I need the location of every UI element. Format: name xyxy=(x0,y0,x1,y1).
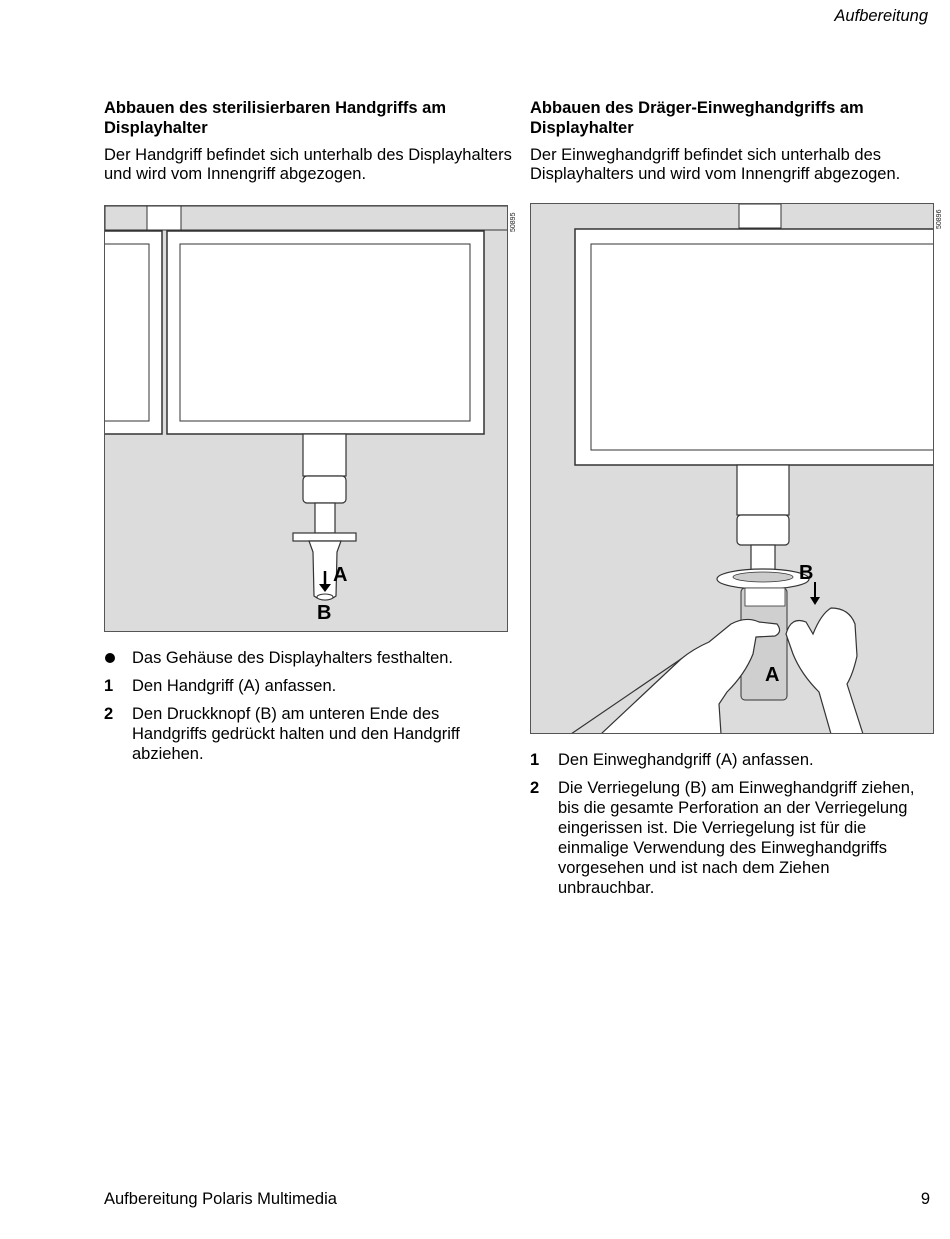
left-column xyxy=(104,98,514,184)
page-number: 9 xyxy=(920,1190,930,1208)
right-column xyxy=(530,98,940,184)
figure-id: 50895 xyxy=(510,212,517,232)
step-text: Die Verriegelung (B) am Einweghandgriff ziehen, bis die gesamte Perforation an der Verriegelung eingerissen ist. Die Verriegelung ist für die einmalige Verwendung des Einweghandgriffs vorgesehen und ist nach dem Ziehen unbrauchbar. xyxy=(558,779,915,897)
list-item xyxy=(104,704,504,764)
bullet-icon xyxy=(105,653,115,663)
step-text: Den Einweghandgriff (A) anfassen. xyxy=(558,751,814,769)
list-item xyxy=(104,648,504,668)
right-step-list xyxy=(530,750,930,906)
list-item xyxy=(530,750,930,770)
step-number: 2 xyxy=(104,705,114,723)
display-holder-illustration xyxy=(105,206,508,632)
right-heading: Abbauen des Dräger-Einweghandgriffs am Displayhalter xyxy=(530,99,864,137)
figure-id: 50896 xyxy=(936,209,943,229)
right-intro: Der Einweghandgriff befindet sich unterhalb des Displayhalters und wird vom Innengriff abgezogen. xyxy=(530,146,901,183)
step-text: Den Druckknopf (B) am unteren Ende des Handgriffs gedrückt halten und den Handgriff abziehen. xyxy=(132,705,460,763)
figure-sterilizable-handle xyxy=(104,205,508,632)
callout-b: B xyxy=(799,562,814,584)
list-item xyxy=(530,778,930,898)
figure-disposable-handle xyxy=(530,203,934,734)
step-text: Das Gehäuse des Displayhalters festhalten. xyxy=(132,649,454,667)
running-header: Aufbereitung xyxy=(834,7,928,25)
left-intro: Der Handgriff befindet sich unterhalb des Displayhalters und wird vom Innengriff abgezogen. xyxy=(104,146,512,183)
callout-b: B xyxy=(317,602,332,624)
left-heading: Abbauen des sterilisierbaren Handgriffs am Displayhalter xyxy=(104,99,447,137)
left-step-list xyxy=(104,648,504,772)
callout-a: A xyxy=(765,664,780,686)
footer-title: Aufbereitung Polaris Multimedia xyxy=(104,1190,337,1208)
disposable-handle-illustration xyxy=(531,204,934,734)
step-text: Den Handgriff (A) anfassen. xyxy=(132,677,337,695)
step-number: 1 xyxy=(530,751,540,769)
callout-a: A xyxy=(333,564,348,586)
step-number: 1 xyxy=(104,677,114,695)
step-number: 2 xyxy=(530,779,540,797)
list-item xyxy=(104,676,504,696)
